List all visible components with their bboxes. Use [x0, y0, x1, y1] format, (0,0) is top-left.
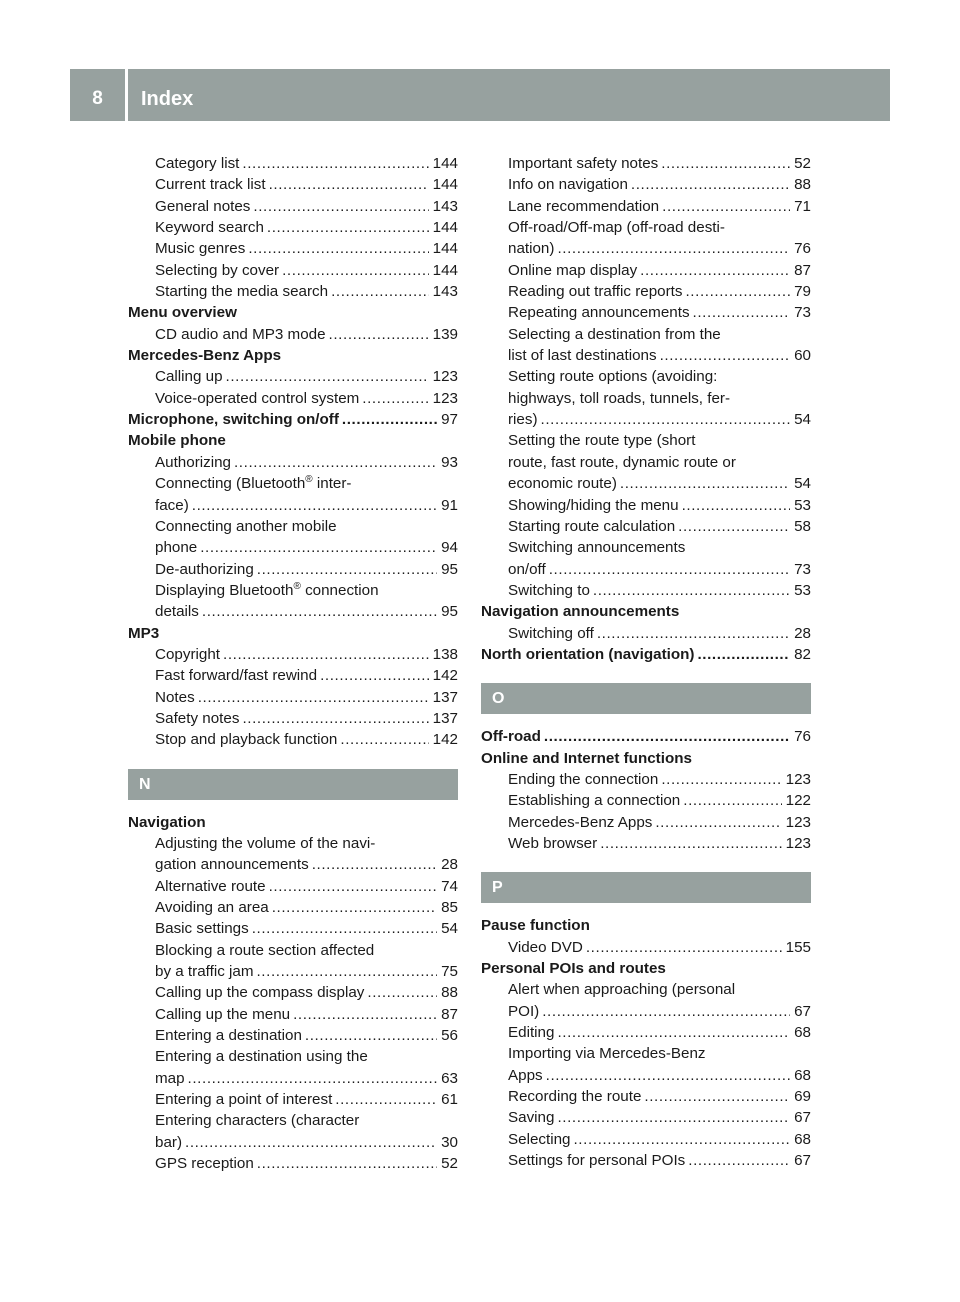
index-heading-microphone[interactable]: Microphone, switching on/off ..... 97: [128, 409, 458, 430]
leader-dots: [600, 833, 781, 854]
leader-dots: [688, 1150, 790, 1171]
index-entry[interactable]: [128, 281, 458, 302]
entry-page: 88: [794, 176, 811, 194]
index-column-right: [481, 153, 811, 1171]
leader-dots: [693, 302, 791, 323]
leader-dots: [573, 1129, 790, 1150]
leader-dots: [685, 281, 790, 302]
entry-text: Selecting: [508, 1130, 571, 1148]
entry-page: 69: [794, 1088, 811, 1106]
entry-text: Selecting by cover: [155, 261, 280, 279]
entry-text: Info on navigation: [508, 176, 628, 194]
index-entry[interactable]: Importing via Mercedes-Benz Apps ..... 68: [481, 1043, 811, 1086]
leader-dots: [242, 708, 428, 729]
index-heading-menu-overview: Menu overview: [128, 304, 237, 322]
entry-text: Music genres: [155, 240, 246, 258]
entry-text: Current track list: [155, 176, 266, 194]
entry-page: 68: [794, 1130, 811, 1148]
leader-dots: [661, 153, 790, 174]
index-entry[interactable]: [128, 644, 458, 665]
index-entry[interactable]: Switching to ..... 53: [481, 580, 811, 601]
index-entry[interactable]: [128, 708, 458, 729]
entry-page: 143: [432, 197, 458, 215]
entry-page: 144: [432, 240, 458, 258]
index-entry[interactable]: Calling up the compass display ..... 88: [128, 982, 458, 1003]
entry-text: Recording the route: [508, 1088, 642, 1106]
entry-page: 144: [432, 261, 458, 279]
entry-text: Copyright: [155, 645, 220, 663]
index-entry[interactable]: [481, 769, 811, 790]
index-entry[interactable]: Switching announcements on/off ..... 73: [481, 537, 811, 580]
index-heading-mercedes-benz-apps: Mercedes-Benz Apps: [128, 347, 282, 365]
entry-text: Stop and playback function: [155, 731, 338, 749]
entry-page: 138: [432, 645, 458, 663]
index-entry[interactable]: [481, 153, 811, 174]
index-entry[interactable]: [128, 217, 458, 238]
entry-text: Fast forward/fast rewind: [155, 667, 318, 685]
index-entry[interactable]: Off-road/Off-map (off-road desti- nation) ..... 76: [481, 217, 811, 260]
index-entry[interactable]: Calling up the menu ..... 87: [128, 1004, 458, 1025]
entry-text: Settings for personal POIs: [508, 1152, 686, 1170]
index-entry[interactable]: [128, 687, 458, 708]
leader-dots: [242, 153, 428, 174]
index-heading-off-road[interactable]: Off-road ..... 76: [481, 726, 811, 747]
index-entry[interactable]: Connecting another mobile phone ..... 94: [128, 516, 458, 559]
leader-dots: [340, 729, 428, 750]
entry-text: Keyword search: [155, 219, 264, 237]
index-heading-mp3: MP3: [128, 624, 160, 642]
entry-text: Important safety notes: [508, 155, 659, 172]
entry-page: 144: [432, 219, 458, 237]
leader-dots: [557, 1107, 790, 1128]
index-entry[interactable]: Connecting (Bluetooth® inter- face) ..... 91: [128, 473, 458, 516]
page-number: 8: [92, 88, 103, 109]
entry-page: 67: [794, 1152, 811, 1170]
index-entry[interactable]: [481, 790, 811, 811]
index-entry[interactable]: Calling up ..... 123: [128, 366, 458, 387]
entry-page: 123: [785, 813, 811, 831]
index-entry[interactable]: [481, 260, 811, 281]
index-entry[interactable]: [481, 833, 811, 854]
entry-text: Starting the media search: [155, 283, 329, 301]
index-entry[interactable]: Setting route options (avoiding: highways, toll roads, tunnels, fer- ries) ..... 54: [481, 366, 811, 430]
leader-dots: [267, 217, 429, 238]
index-entry[interactable]: [128, 238, 458, 259]
index-entry[interactable]: Entering a destination ..... 56: [128, 1025, 458, 1046]
index-entry[interactable]: [481, 1129, 811, 1150]
index-entry[interactable]: [481, 281, 811, 302]
index-entry[interactable]: Adjusting the volume of the navi- gation announcements ..... 28: [128, 833, 458, 876]
index-entry[interactable]: Displaying Bluetooth® connection details ..... 95: [128, 580, 458, 623]
index-entry[interactable]: Starting route calculation ..... 58: [481, 516, 811, 537]
entry-text: General notes: [155, 197, 251, 215]
index-entry[interactable]: [481, 174, 811, 195]
entry-page: 67: [794, 1109, 811, 1127]
entry-text: Ending the connection: [508, 770, 659, 788]
entry-text: Mercedes-Benz Apps: [508, 813, 653, 831]
leader-dots: [269, 174, 429, 195]
leader-dots: [331, 281, 429, 302]
index-entry[interactable]: Setting the route type (short route, fast route, dynamic route or economic route) ..... 54: [481, 430, 811, 494]
letter-section-p: P: [481, 872, 811, 903]
leader-dots: [662, 196, 790, 217]
entry-page: 87: [794, 261, 811, 279]
index-heading-pause-function: Pause function: [481, 917, 590, 935]
index-entry[interactable]: Selecting a destination from the list of last destinations ..... 60: [481, 324, 811, 367]
index-entry[interactable]: [128, 729, 458, 750]
entry-page: 123: [785, 770, 811, 788]
index-entry[interactable]: Basic settings ..... 54: [128, 918, 458, 939]
entry-text: Establishing a connection: [508, 792, 681, 810]
index-entry[interactable]: [128, 665, 458, 686]
header-divider: [125, 69, 128, 121]
entry-page: 137: [432, 709, 458, 727]
index-entry[interactable]: Blocking a route section affected by a traffic jam ..... 75: [128, 940, 458, 983]
index-entry[interactable]: [481, 1107, 811, 1128]
index-entry[interactable]: [128, 174, 458, 195]
index-entry[interactable]: Entering a destination using the map ..... 63: [128, 1046, 458, 1089]
index-entry[interactable]: Editing ..... 68: [481, 1022, 811, 1043]
leader-dots: [683, 790, 781, 811]
entry-text: Category list: [155, 155, 240, 172]
index-entry[interactable]: [128, 260, 458, 281]
index-heading-online-internet: Online and Internet functions: [481, 749, 692, 767]
index-entry[interactable]: GPS reception ..... 52: [128, 1153, 458, 1174]
entry-page: 143: [432, 283, 458, 301]
entry-page: 73: [794, 304, 811, 322]
leader-dots: [644, 1086, 790, 1107]
index-entry[interactable]: [481, 302, 811, 323]
index-heading-mobile-phone: Mobile phone: [128, 432, 226, 450]
entry-page: 142: [432, 731, 458, 749]
index-heading-north-orientation[interactable]: North orientation (navigation) ..... 82: [481, 644, 811, 665]
entry-text: Web browser: [508, 834, 598, 852]
entry-page: 137: [432, 688, 458, 706]
leader-dots: [198, 687, 429, 708]
leader-dots: [640, 260, 790, 281]
entry-page: 123: [785, 834, 811, 852]
entry-text: Notes: [155, 688, 195, 706]
leader-dots: [248, 238, 428, 259]
entry-page: 142: [432, 667, 458, 685]
index-entry[interactable]: [481, 1150, 811, 1171]
index-entry[interactable]: [481, 812, 811, 833]
index-entry[interactable]: [481, 1086, 811, 1107]
index-entry[interactable]: Authorizing ..... 93: [128, 452, 458, 473]
index-column-left: [128, 153, 458, 1174]
entry-text: Saving: [508, 1109, 555, 1127]
letter-section-n: N: [128, 769, 458, 800]
leader-dots: [661, 769, 781, 790]
index-entry[interactable]: Voice-operated control system ..... 123: [128, 388, 458, 409]
entry-page: 144: [432, 155, 458, 172]
index-entry[interactable]: Avoiding an area ..... 85: [128, 897, 458, 918]
entry-page: 79: [794, 283, 811, 301]
entry-page: 71: [794, 197, 811, 215]
index-entry[interactable]: [481, 196, 811, 217]
entry-text: Reading out traffic reports: [508, 283, 683, 301]
index-entry[interactable]: Entering characters (character bar) ..... 30: [128, 1110, 458, 1153]
index-entry[interactable]: De-authorizing ..... 95: [128, 559, 458, 580]
leader-dots: [320, 665, 429, 686]
entry-page: 52: [794, 155, 811, 172]
index-entry[interactable]: [128, 153, 458, 174]
index-heading-navigation: Navigation: [128, 813, 206, 831]
entry-text: Online map display: [508, 261, 638, 279]
index-entry[interactable]: CD audio and MP3 mode ..... 139: [128, 324, 458, 345]
index-entry[interactable]: Entering a point of interest ..... 61: [128, 1089, 458, 1110]
leader-dots: [282, 260, 429, 281]
entry-text: Repeating announcements: [508, 304, 690, 322]
leader-dots: [631, 174, 790, 195]
entry-text: Safety notes: [155, 709, 240, 727]
entry-page: 122: [785, 792, 811, 810]
entry-page: 144: [432, 176, 458, 194]
index-entry[interactable]: [128, 196, 458, 217]
index-entry[interactable]: Alert when approaching (personal POI) ..... 67: [481, 979, 811, 1022]
index-heading-personal-pois: Personal POIs and routes: [481, 960, 666, 977]
index-entry[interactable]: Showing/hiding the menu ..... 53: [481, 495, 811, 516]
index-entry[interactable]: Alternative route ..... 74: [128, 876, 458, 897]
page-title: Index: [141, 88, 194, 110]
leader-dots: [253, 196, 428, 217]
leader-dots: [223, 644, 429, 665]
index-entry[interactable]: Switching off ..... 28: [481, 623, 811, 644]
index-entry[interactable]: Video DVD ..... 155: [481, 937, 811, 958]
index-heading-navigation-announcements: Navigation announcements: [481, 603, 680, 621]
letter-section-o: O: [481, 683, 811, 714]
entry-text: Lane recommendation: [508, 197, 660, 215]
leader-dots: [655, 812, 781, 833]
